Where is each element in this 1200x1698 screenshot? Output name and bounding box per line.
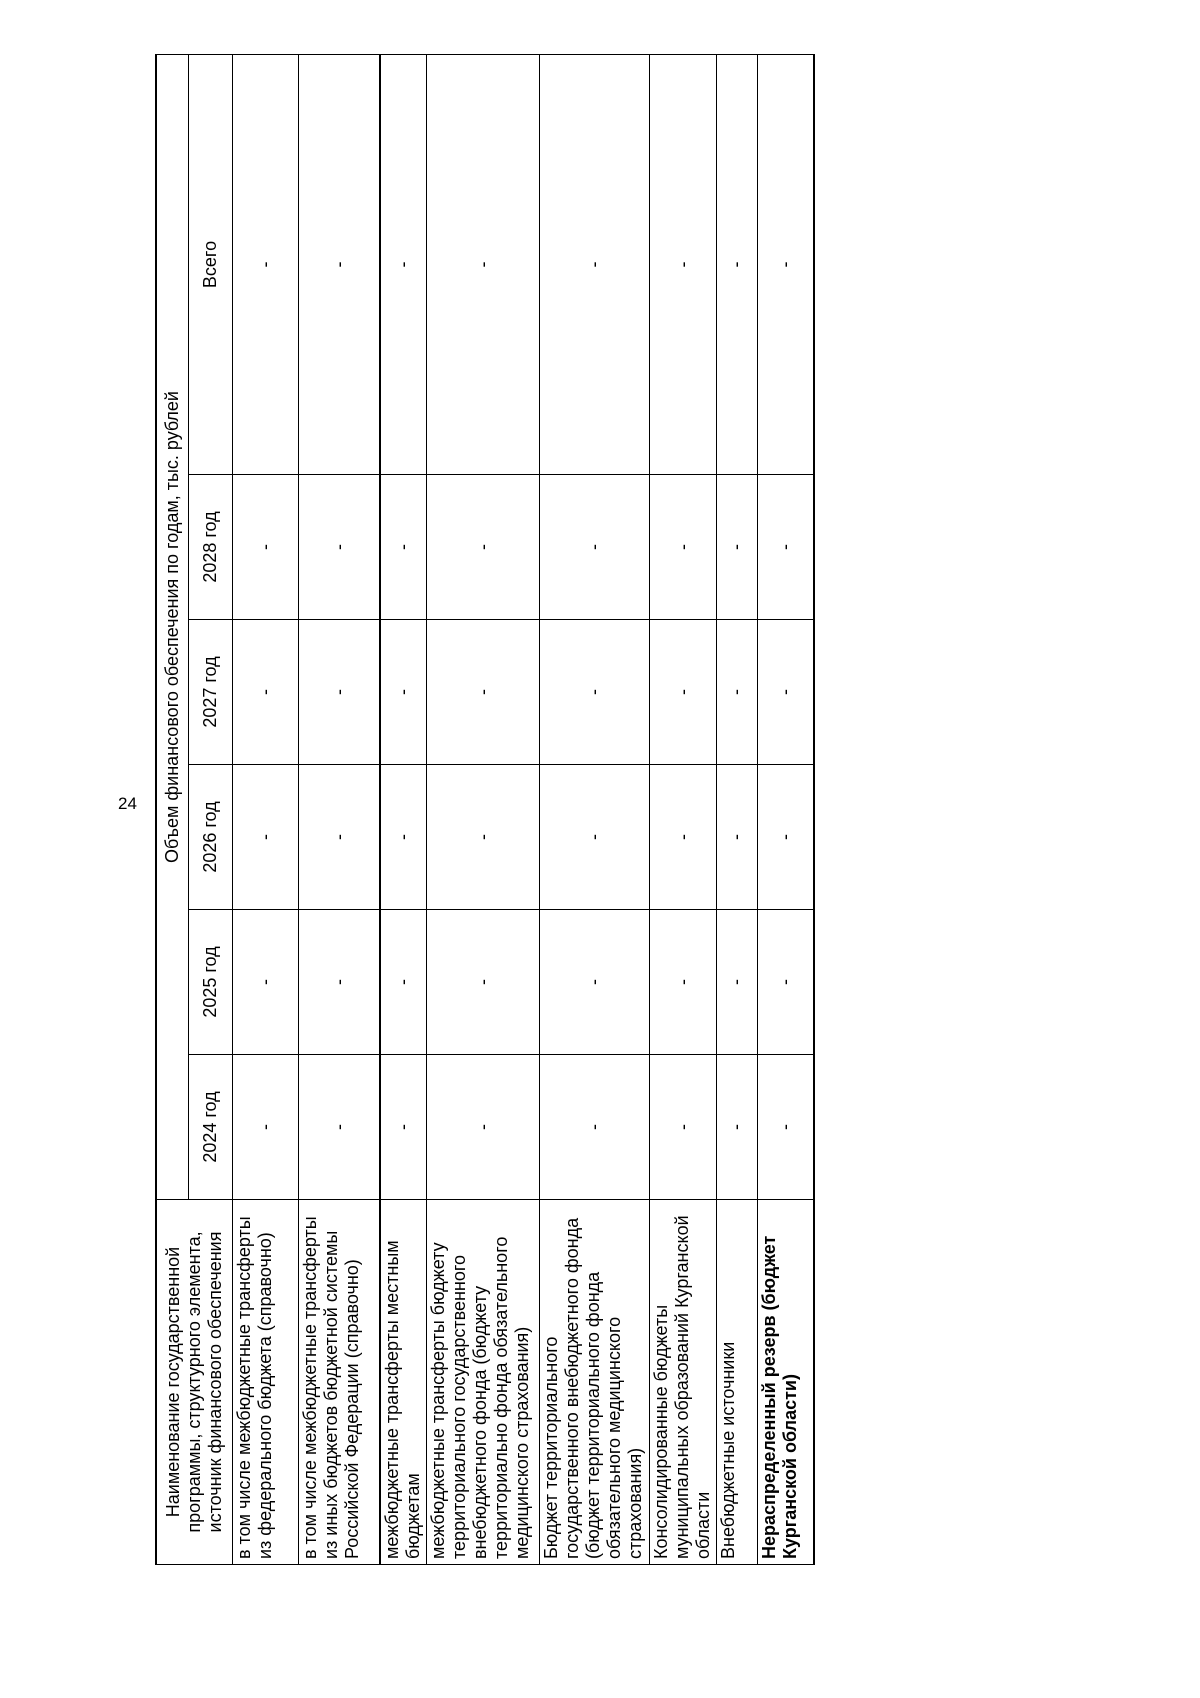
value-cell: -	[717, 765, 758, 910]
value-cell: -	[380, 55, 426, 475]
value-cell: -	[717, 1055, 758, 1200]
row-label: Нераспределенный резерв (бюджет Курганской области)	[757, 1200, 814, 1565]
value-cell: -	[757, 910, 814, 1055]
value-cell: -	[426, 765, 540, 910]
financing-table	[155, 54, 815, 1565]
value-cell: -	[299, 620, 380, 765]
header-year-2025: 2025 год	[188, 910, 232, 1055]
value-cell: -	[540, 620, 650, 765]
value-cell: -	[380, 910, 426, 1055]
value-cell: -	[232, 55, 299, 475]
row-label: Консолидированные бюджеты муниципальных образований Курганской области	[650, 1200, 717, 1565]
value-cell: -	[540, 475, 650, 620]
header-group-title: Объем финансового обеспечения по годам, тыс. рублей	[156, 55, 188, 1200]
value-cell: -	[426, 55, 540, 475]
value-cell: -	[232, 475, 299, 620]
value-cell: -	[299, 475, 380, 620]
table-row	[540, 55, 650, 1565]
row-label: Бюджет территориального государственного внебюджетного фонда (бюджет территориального фонда обязательного медицинского страхования)	[540, 1200, 650, 1565]
value-cell: -	[540, 910, 650, 1055]
value-cell: -	[650, 910, 717, 1055]
value-cell: -	[540, 765, 650, 910]
value-cell: -	[540, 1055, 650, 1200]
value-cell: -	[757, 475, 814, 620]
header-total: Всего	[188, 55, 232, 475]
value-cell: -	[380, 765, 426, 910]
value-cell: -	[650, 55, 717, 475]
value-cell: -	[299, 1055, 380, 1200]
value-cell: -	[650, 1055, 717, 1200]
value-cell: -	[232, 620, 299, 765]
value-cell: -	[717, 55, 758, 475]
value-cell: -	[757, 765, 814, 910]
value-cell: -	[232, 1055, 299, 1200]
row-label: в том числе межбюджетные трансферты из федерального бюджета (справочно)	[232, 1200, 299, 1565]
value-cell: -	[299, 55, 380, 475]
value-cell: -	[650, 765, 717, 910]
value-cell: -	[426, 620, 540, 765]
table-row	[380, 55, 426, 1565]
table-row	[299, 55, 380, 1565]
value-cell: -	[299, 910, 380, 1055]
value-cell: -	[717, 620, 758, 765]
row-label: в том числе межбюджетные трансферты из иных бюджетов бюджетной системы Российской Федерации (справочно)	[299, 1200, 380, 1565]
value-cell: -	[232, 765, 299, 910]
value-cell: -	[650, 620, 717, 765]
value-cell: -	[380, 475, 426, 620]
table-row	[650, 55, 717, 1565]
table-row	[232, 55, 299, 1565]
row-label: межбюджетные трансферты бюджету территориального государственного внебюджетного фонда (бюджету территориально фонда обязательного медицинского страхования)	[426, 1200, 540, 1565]
value-cell: -	[650, 475, 717, 620]
row-label: Внебюджетные источники	[717, 1200, 758, 1565]
value-cell: -	[540, 55, 650, 475]
header-year-2024: 2024 год	[188, 1055, 232, 1200]
header-year-2027: 2027 год	[188, 620, 232, 765]
value-cell: -	[717, 475, 758, 620]
value-cell: -	[757, 620, 814, 765]
value-cell: -	[757, 1055, 814, 1200]
value-cell: -	[426, 475, 540, 620]
page-number: 24	[118, 794, 137, 813]
header-year-2026: 2026 год	[188, 765, 232, 910]
value-cell: -	[299, 765, 380, 910]
value-cell: -	[426, 910, 540, 1055]
value-cell: -	[380, 1055, 426, 1200]
table-body	[232, 55, 814, 1565]
value-cell: -	[380, 620, 426, 765]
value-cell: -	[757, 55, 814, 475]
header-year-2028: 2028 год	[188, 475, 232, 620]
table-row	[717, 55, 758, 1565]
value-cell: -	[426, 1055, 540, 1200]
value-cell: -	[232, 910, 299, 1055]
row-label: межбюджетные трансферты местным бюджетам	[380, 1200, 426, 1565]
rotated-table-container	[155, 55, 815, 1565]
table-row	[426, 55, 540, 1565]
header-name-column: Наименование государственной программы, структурного элемента, источник финансового обеспечения	[156, 1200, 232, 1565]
table-row	[757, 55, 814, 1565]
value-cell: -	[717, 910, 758, 1055]
